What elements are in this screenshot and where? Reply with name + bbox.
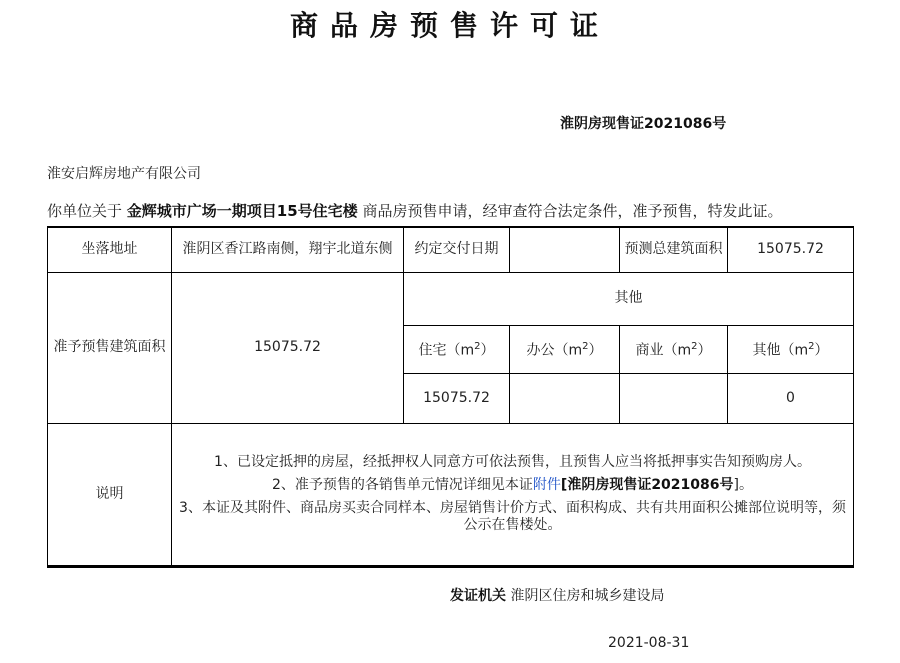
usage-value-other: 0	[728, 373, 854, 423]
page-title: 商品房预售许可证	[289, 9, 610, 42]
notes-label: 说明	[48, 423, 172, 567]
delivery-date-value	[510, 227, 620, 272]
issue-date: 2021-08-31	[608, 635, 690, 651]
other-header-row	[48, 272, 854, 325]
location-row	[48, 227, 854, 272]
company-name: 淮安启辉房地产有限公司	[47, 166, 201, 182]
issuer-label: 发证机关	[450, 588, 506, 604]
note-3: 3、本证及其附件、商品房买卖合同样本、房屋销售计价方式、面积构成、共有共用面积公摊部位说明等，须公示在售楼处。	[179, 500, 846, 534]
total-area-label: 预测总建筑面积	[620, 227, 728, 272]
usage-column-other: 其他$(m^2)$	[728, 325, 854, 373]
usage-value-commercial	[620, 373, 728, 423]
note-1: 1、已设定抵押的房屋，经抵押权人同意方可依法预售，且预售人应当将抵押事实告知预购房人。	[214, 454, 811, 471]
issuing-authority	[450, 585, 664, 605]
delivery-date-label: 约定交付日期	[404, 227, 510, 272]
other-header: 其他	[404, 272, 854, 325]
location-label: 坐落地址	[48, 227, 172, 272]
attachment-link[interactable]: 附件	[532, 477, 561, 494]
note-2: 2、准予预售的各销售单元情况详细见本证附件[淮阴房现售证2021086号]。	[272, 477, 753, 494]
usage-column-residential: 住宅$(m^2)$	[404, 325, 510, 373]
intro-suffix: 商品房预售申请，经审查符合法定条件，准予预售，特发此证。	[362, 202, 783, 220]
usage-value-residential: 15075.72	[404, 373, 510, 423]
location-value: 淮阴区香江路南侧，翔宇北道东侧	[172, 227, 404, 272]
attachment-cert-number: [淮阴房现售证2021086号	[560, 477, 734, 494]
notes-row	[48, 423, 854, 567]
certificate-number: 淮阴房现售证2021086号	[560, 116, 727, 132]
presale-area-value: 15075.72	[172, 272, 404, 423]
permit-table	[47, 226, 854, 568]
project-name: 金辉城市广场一期项目15号住宅楼	[126, 202, 358, 220]
presale-area-label: 准予预售建筑面积	[48, 272, 172, 423]
notes-content	[172, 423, 854, 567]
usage-column-office: 办公$(m^2)$	[510, 325, 620, 373]
issuer-value: 淮阴区住房和城乡建设局	[510, 588, 665, 604]
intro-sentence	[47, 200, 782, 221]
intro-prefix: 你单位关于	[47, 202, 123, 220]
usage-value-office	[510, 373, 620, 423]
usage-column-commercial: 商业$(m^2)$	[620, 325, 728, 373]
total-area-value: 15075.72	[728, 227, 854, 272]
